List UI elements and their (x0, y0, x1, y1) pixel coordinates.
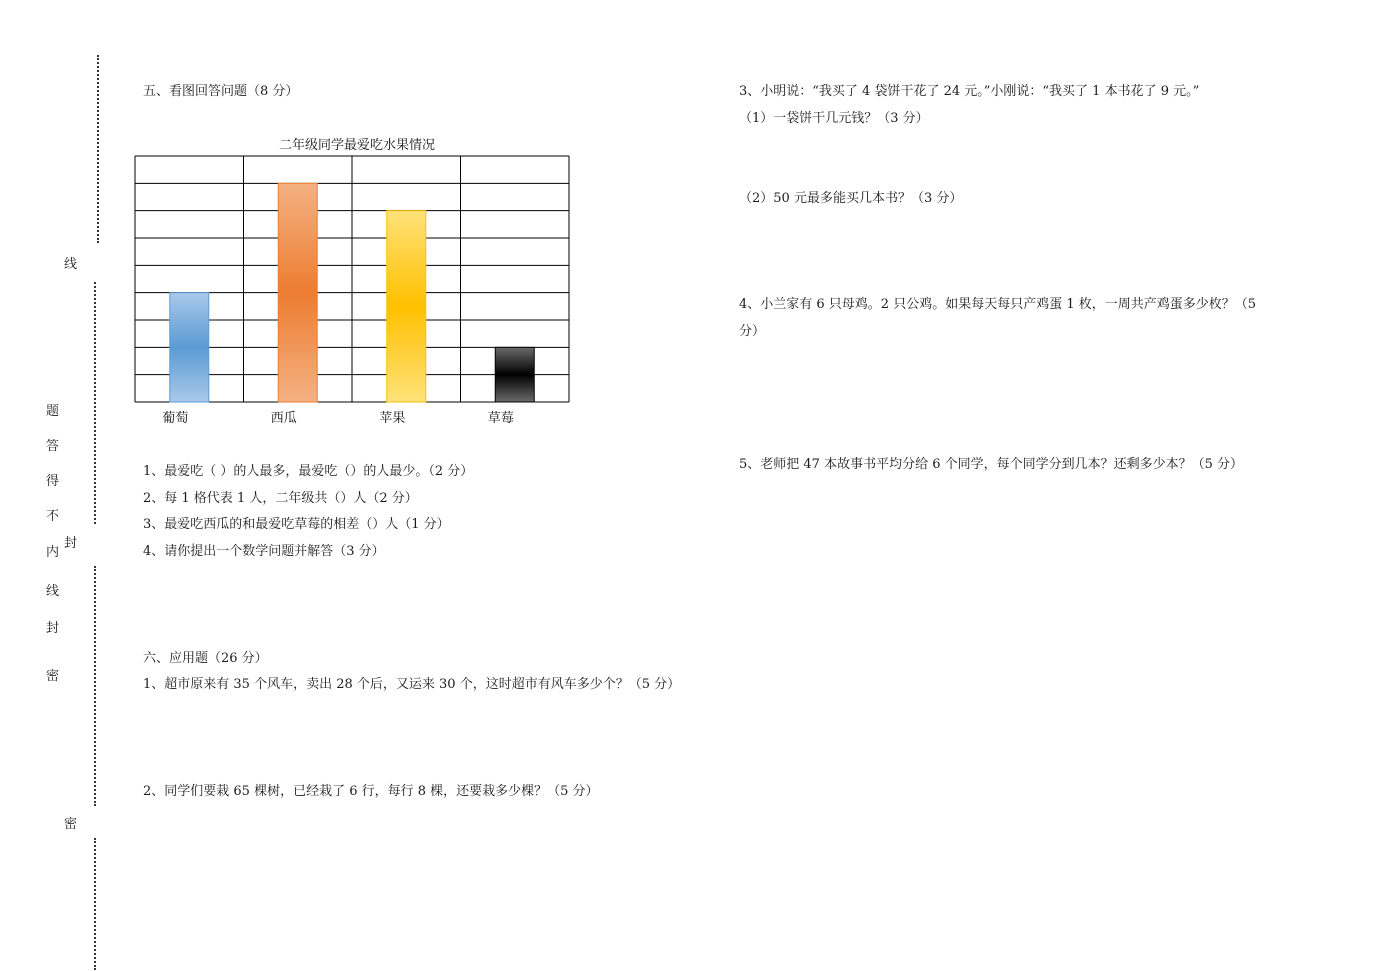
bar-2 (387, 211, 426, 402)
bar-3 (495, 347, 534, 402)
category-label-1: 西瓜 (270, 411, 297, 426)
section6-question-2: 2、同学们要栽 65 棵树，已经栽了 6 行，每行 8 棵，还要栽多少棵？（5 分） (143, 784, 599, 799)
chart-category-labels (162, 410, 514, 426)
binding-dotted-line-middle (94, 282, 96, 524)
section5-question-4: 4、请你提出一个数学问题并解答（3 分） (143, 544, 385, 559)
margin-warning-char-6: 封 (46, 621, 60, 636)
fruit-bar-chart (130, 135, 580, 435)
section5-question-1: 1、最爱吃（ ）的人最多，最爱吃（）的人最少。（2 分） (143, 464, 474, 479)
section6-question-1: 1、超市原来有 35 个风车，卖出 28 个后，又运来 30 个，这时超市有风车多少个？（5 分） (143, 677, 681, 692)
margin-warning-char-3: 不 (46, 509, 60, 524)
section6-heading: 六、应用题（26 分） (143, 651, 268, 666)
section6-question-3-part-1: （1）一袋饼干几元钱？（3 分） (739, 111, 929, 126)
margin-warning-char-1: 答 (46, 439, 60, 454)
margin-warning-char-0: 题 (46, 404, 60, 419)
binding-dotted-line-top (97, 55, 99, 243)
margin-warning-char-2: 得 (46, 474, 60, 489)
margin-warning-char-4: 内 (46, 545, 60, 560)
section6-question-3-part-2: （2）50 元最多能买几本书？（3 分） (739, 191, 963, 206)
margin-seal-char: 密 (64, 817, 78, 832)
margin-feng-char: 封 (64, 536, 78, 551)
margin-warning-char-5: 线 (46, 584, 60, 599)
category-label-2: 苹果 (379, 411, 406, 426)
bar-0 (170, 293, 209, 402)
category-label-3: 草莓 (487, 411, 514, 426)
bar-1 (278, 183, 317, 402)
section6-question-5: 5、老师把 47 本故事书平均分给 6 个同学，每个同学分到几本？还剩多少本？（5 分） (739, 457, 1244, 472)
margin-warning-char-7: 密 (46, 669, 60, 684)
section5-question-3: 3、最爱吃西瓜的和最爱吃草莓的相差（）人（1 分） (143, 517, 450, 532)
section6-question-4-line-2: 分） (739, 324, 766, 339)
category-label-0: 葡萄 (162, 411, 189, 426)
section5-question-2: 2、每 1 格代表 1 人，二年级共（）人（2 分） (143, 491, 418, 506)
section5-heading: 五、看图回答问题（8 分） (143, 84, 299, 99)
section6-question-4-line-1: 4、小兰家有 6 只母鸡。2 只公鸡。如果每天每只产鸡蛋 1 枚，一周共产鸡蛋多少枚？（5 (739, 297, 1257, 312)
margin-line-char: 线 (64, 257, 78, 272)
binding-dotted-line-bottom (94, 838, 96, 970)
binding-dotted-line-lower (94, 566, 96, 806)
chart-title: 二年级同学最爱吃水果情况 (278, 138, 436, 153)
section6-question-3: 3、小明说：“我买了 4 袋饼干花了 24 元。”小刚说：“我买了 1 本书花了 9 元。” (739, 84, 1200, 99)
